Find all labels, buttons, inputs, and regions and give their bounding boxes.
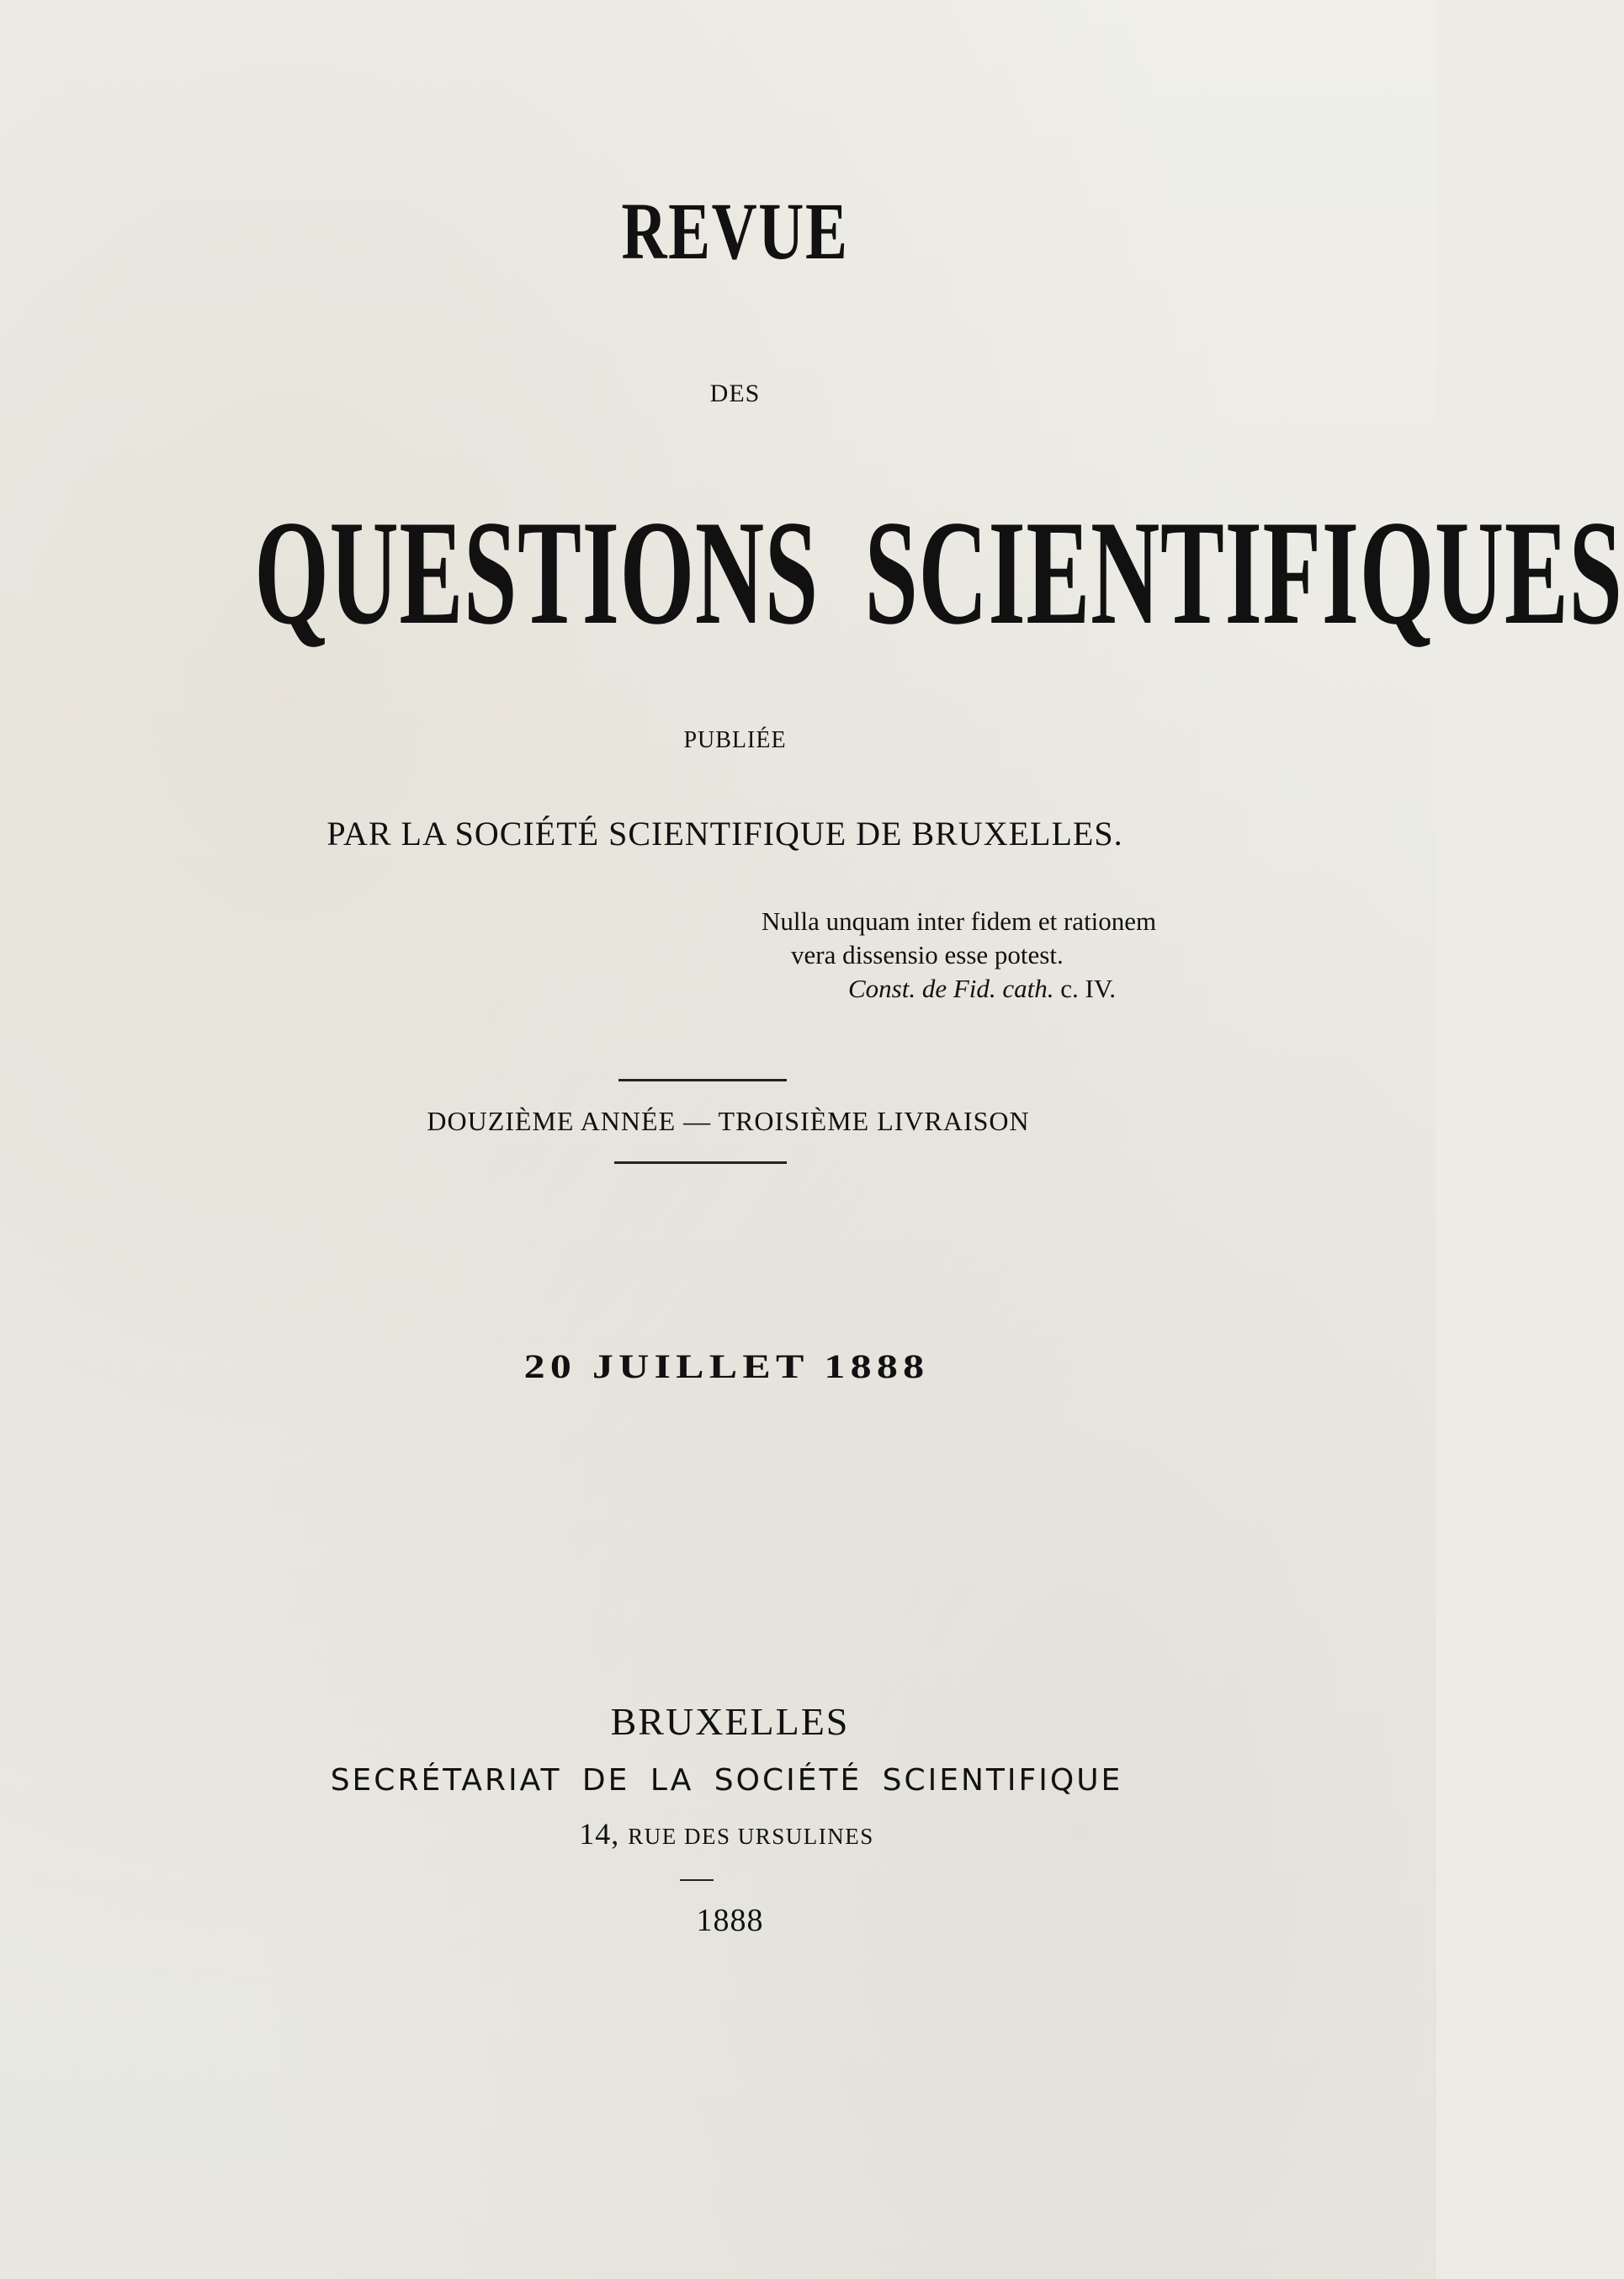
imprint-year: 1888 [696, 1903, 764, 1938]
imprint-dash [680, 1879, 714, 1881]
revue-heading: REVUE [621, 186, 849, 276]
street-number: 14, [579, 1817, 620, 1851]
motto-epigraph [762, 905, 1156, 1006]
lower-rule [614, 1161, 787, 1164]
street-name: RUE DES URSULINES [628, 1824, 874, 1849]
publiee-line: PUBLIÉE [683, 727, 787, 753]
imprint-address [8, 1814, 1445, 1856]
citation-chapter: c. IV. [1053, 974, 1117, 1003]
upper-rule [618, 1079, 787, 1081]
motto-citation [848, 972, 1243, 1006]
imprint-city: BRUXELLES [610, 1700, 850, 1743]
journal-title: QUESTIONS SCIENTIFIQUES [254, 489, 1623, 656]
publisher-line: PAR LA SOCIÉTÉ SCIENTIFIQUE DE BRUXELLES. [326, 815, 1123, 853]
issue-line: DOUZIÈME ANNÉE — TROISIÈME LIVRAISON [427, 1106, 1030, 1136]
citation-source: Const. de Fid. cath. [848, 974, 1054, 1003]
des-line: DES [709, 380, 761, 407]
motto-line-1: Nulla unquam inter fidem et rationem [762, 906, 1157, 936]
issue-date: 20 JUILLET 1888 [523, 1347, 930, 1385]
motto-line-2: vera dissensio esse potest. [791, 940, 1064, 970]
imprint-secretariat: SECRÉTARIAT DE LA SOCIÉTÉ SCIENTIFIQUE [330, 1763, 1123, 1798]
